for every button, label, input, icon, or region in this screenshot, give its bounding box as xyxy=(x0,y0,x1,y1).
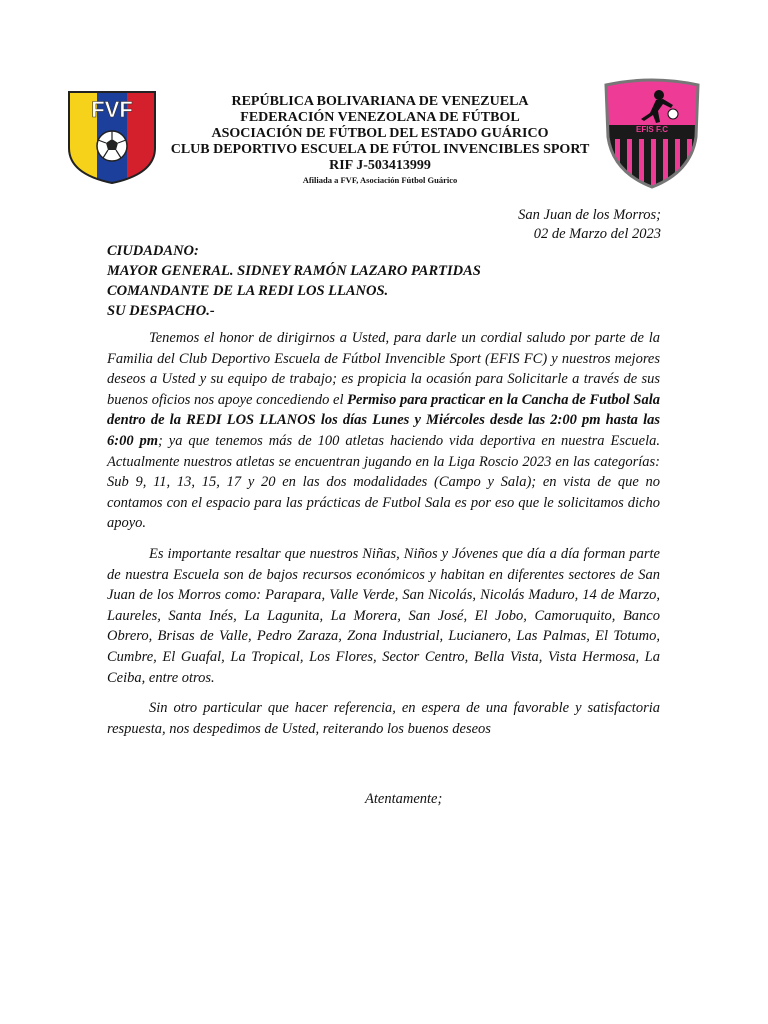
header-affiliation: Afiliada a FVF, Asociación Fútbol Guárico xyxy=(302,175,458,185)
date-place: San Juan de los Morros; xyxy=(518,207,661,223)
body-p1-intro: Tenemos el honor de dirigirnos a Usted, para darle un cordial saludo por parte de la Familia del Club Deportivo Escuela de Fútbol Invencible Sport (EFIS FC) y nuestros mejores deseos a Usted y su equipo de trabajo; es propicia la ocasión para Solicitarle a través de sus buenos oficios nos apoye concediendo el xyxy=(107,330,660,408)
efis-shield-icon xyxy=(601,77,703,189)
body-paragraph-1 xyxy=(107,328,660,534)
fvf-logo xyxy=(67,90,157,185)
letterhead xyxy=(160,94,600,186)
letter-body xyxy=(107,328,660,749)
recipient-block xyxy=(107,241,667,321)
efis-logo-text: EFIS F.C xyxy=(635,125,669,134)
letter-date xyxy=(518,206,661,244)
recipient-name: MAYOR GENERAL. SIDNEY RAMÓN LAZARO PARTIDAS xyxy=(107,263,481,279)
header-rif: RIF J-503413999 xyxy=(329,158,431,173)
body-p1-request: Permiso para practicar en la Cancha de Futbol Sala dentro de la REDI LOS LLANOS los días Lunes y Miércoles desde las 2:00 pm hasta las 6:00 pm xyxy=(107,391,660,449)
fvf-shield-icon xyxy=(67,90,157,185)
efis-fc-logo xyxy=(601,77,703,189)
header-line-club: CLUB DEPORTIVO ESCUELA DE FÚTOL INVENCIBLES SPORT xyxy=(170,142,590,157)
closing-text: Atentamente; xyxy=(365,791,443,807)
body-p1-rest: ; ya que tenemos más de 100 atletas haciendo vida deportiva en nuestra Escuela. Actualmente nuestros atletas se encuentran jugando en la Liga Roscio 2023 en las categorías: Sub 9, 11, 13, 15, 17 y 20 en las dos modalidades (Campo y Sala); en vista de que no contamos con el espacio para las prácticas de Futbol Sala es por eso que le solicitamos dicho apoyo. xyxy=(107,432,661,532)
recipient-salutation: CIUDADANO: xyxy=(107,243,199,259)
header-line-federation: FEDERACIÓN VENEZOLANA DE FÚTBOL xyxy=(240,110,520,125)
body-paragraph-2: Es importante resaltar que nuestros Niñas, Niños y Jóvenes que día a día forman parte de nuestra Escuela son de bajos recursos económicos y habitan en diferentes sectores de San Juan de los Morros como: Parapara, Valle Verde, San Nicolás, Nicolás Maduro, 14 de Marzo, Laureles, Santa Inés, La Lagunita, La Morera, San José, El Jobo, Camoruquito, Banco Obrero, Brisas de Valle, Pedro Zaraza, Zona Industrial, Lucianero, Las Palmas, El Totumo, Cumbre, El Guafal, La Tropical, Los Flores, Sector Centro, Bella Vista, Vista Hermosa, La Ceiba, entre otros. xyxy=(107,545,660,686)
fvf-logo-text: FVF xyxy=(91,97,133,122)
recipient-title: COMANDANTE DE LA REDI LOS LLANOS. xyxy=(107,283,389,299)
body-paragraph-3: Sin otro particular que hacer referencia, en espera de una favorable y satisfactoria respuesta, nos despedimos de Usted, reiterando los buenos deseos xyxy=(107,700,660,737)
header-line-association: ASOCIACIÓN DE FÚTBOL DEL ESTADO GUÁRICO xyxy=(211,126,549,141)
date-day: 02 de Marzo del 2023 xyxy=(533,226,661,242)
header-line-republic: REPÚBLICA BOLIVARIANA DE VENEZUELA xyxy=(231,94,529,109)
recipient-office: SU DESPACHO.- xyxy=(107,303,215,319)
